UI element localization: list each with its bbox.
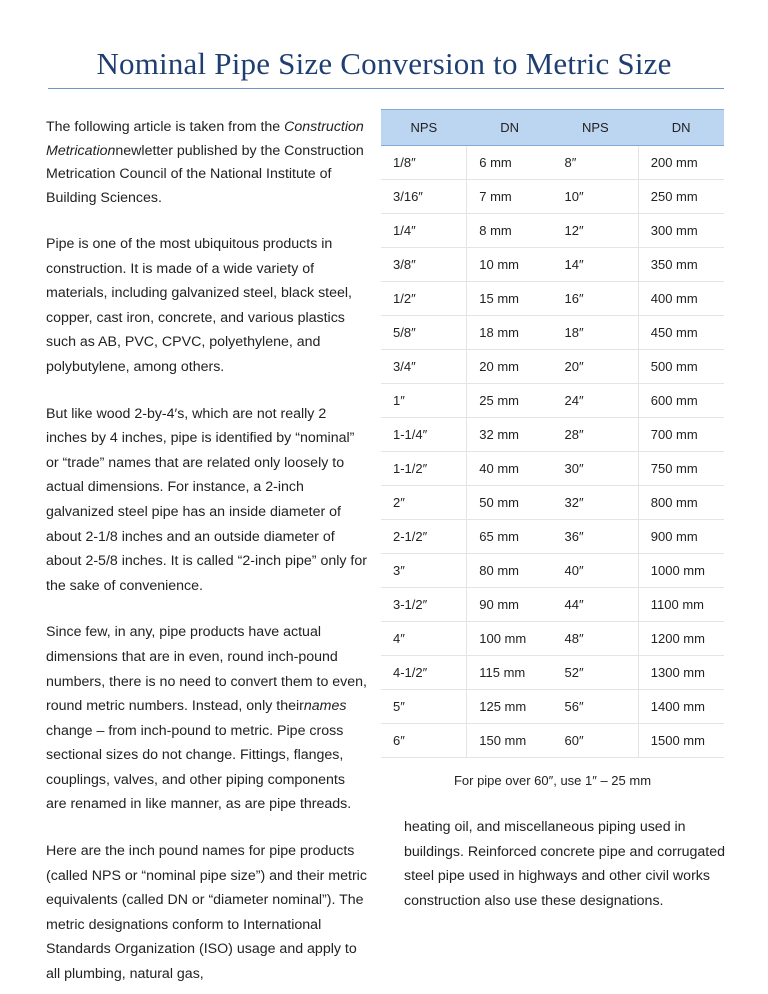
nps-cell: 8″ [553,146,639,180]
table-row [381,724,724,758]
dn-cell: 125 mm [467,690,553,724]
dn-cell: 40 mm [467,452,553,486]
nps-cell: 24″ [553,384,639,418]
designations-paragraph: Here are the inch pound names for pipe products (called NPS or “nominal pipe size”) and their metric equivalents (called DN or “diameter nominal”). The metric designations conform to International Standards Organization (ISO) usage and apply to all plumbing, natural gas, [46,843,367,983]
materials-paragraph: Pipe is one of the most ubiquitous products in construction. It is made of a wide variety of materials, including galvanized steel, black steel, copper, cast iron, concrete, and various plastics such as AB, PVC, CPVC, polyethylene, and polybutylene, among others. [46,236,352,375]
table-row [381,452,724,486]
table-row [381,146,724,180]
header-dn: DN [467,110,553,146]
intro-text-a: The following article is taken from the [46,119,285,135]
nps-cell: 18″ [553,316,639,350]
dn-cell: 25 mm [467,384,553,418]
nps-cell: 12″ [553,214,639,248]
dn-cell: 15 mm [467,282,553,316]
renaming-text-b: change – from inch-pound to metric. Pipe cross sectional sizes do not change. Fittings, flanges, couplings, valves, and other piping components are renamed in like manner, as are pipe threads. [46,722,352,813]
nps-cell: 16″ [553,282,639,316]
dn-cell: 65 mm [467,520,553,554]
nps-cell: 36″ [553,520,639,554]
dn-cell: 90 mm [467,588,553,622]
dn-cell: 6 mm [467,146,553,180]
nps-cell: 1-1/2″ [381,452,467,486]
table-row [381,350,724,384]
dn-cell: 700 mm [638,418,724,452]
dn-cell: 1400 mm [638,690,724,724]
page-title: Nominal Pipe Size Conversion to Metric Size [96,46,672,81]
dn-cell: 250 mm [638,180,724,214]
table-row [381,520,724,554]
nps-cell: 60″ [553,724,639,758]
dn-cell: 900 mm [638,520,724,554]
dn-cell: 100 mm [467,622,553,656]
table-row [381,316,724,350]
dn-cell: 1200 mm [638,622,724,656]
header-nps: NPS [381,110,467,146]
nps-cell: 30″ [553,452,639,486]
nps-cell: 40″ [553,554,639,588]
intro-text-b: newletter published by the Construction Metrication Council of the National Institute of Building Sciences. [46,142,364,206]
table-header-row [381,110,724,146]
nps-cell: 2-1/2″ [381,520,467,554]
dn-cell: 1300 mm [638,656,724,690]
dn-cell: 115 mm [467,656,553,690]
nps-cell: 1/4″ [381,214,467,248]
dn-cell: 750 mm [638,452,724,486]
dn-cell: 50 mm [467,486,553,520]
intro-paragraph [46,116,368,210]
table-row [381,418,724,452]
nps-cell: 44″ [553,588,639,622]
nps-cell: 3/4″ [381,350,467,384]
nps-cell: 2″ [381,486,467,520]
nps-cell: 32″ [553,486,639,520]
dn-cell: 200 mm [638,146,724,180]
article-left-column [46,116,368,987]
nps-cell: 3/16″ [381,180,467,214]
nps-cell: 20″ [553,350,639,384]
renaming-text-a: Since few, in any, pipe products have actual dimensions that are in even, round inch-pound numbers, there is no need to convert them to even, round metric numbers. Instead, only their [46,624,367,715]
dn-cell: 400 mm [638,282,724,316]
names-emphasis: names [303,698,347,715]
nps-cell: 1″ [381,384,467,418]
table-body [381,146,724,758]
dn-cell: 10 mm [467,248,553,282]
nominal-names-paragraph: But like wood 2-by-4′s, which are not really 2 inches by 4 inches, pipe is identified by “nominal” or “trade” names that are related only loosely to actual dimensions. For instance, a 2-inch galvanized steel pipe has an inside diameter of about 2-1/8 inches and an outside diameter of about 2-5/8 inches. It is called “2-inch pipe” only for the sake of convenience. [46,405,367,594]
nps-cell: 14″ [553,248,639,282]
header-dn: DN [638,110,724,146]
dn-cell: 150 mm [467,724,553,758]
dn-cell: 600 mm [638,384,724,418]
dn-cell: 1500 mm [638,724,724,758]
dn-cell: 8 mm [467,214,553,248]
dn-cell: 1000 mm [638,554,724,588]
title-divider [48,88,724,89]
table-row [381,248,724,282]
table-row [381,282,724,316]
table-row [381,180,724,214]
nps-cell: 48″ [553,622,639,656]
dn-cell: 800 mm [638,486,724,520]
nps-cell: 1/8″ [381,146,467,180]
dn-cell: 500 mm [638,350,724,384]
conversion-table-panel [381,109,724,788]
table-row [381,690,724,724]
nps-cell: 10″ [553,180,639,214]
nps-cell: 6″ [381,724,467,758]
dn-cell: 20 mm [467,350,553,384]
dn-cell: 80 mm [467,554,553,588]
nps-cell: 3/8″ [381,248,467,282]
nps-cell: 56″ [553,690,639,724]
table-row [381,384,724,418]
nps-cell: 4-1/2″ [381,656,467,690]
nps-cell: 5″ [381,690,467,724]
nps-cell: 1/2″ [381,282,467,316]
table-note: For pipe over 60″, use 1″ – 25 mm [453,773,652,788]
dn-cell: 350 mm [638,248,724,282]
table-row [381,486,724,520]
nps-cell: 3-1/2″ [381,588,467,622]
dn-cell: 300 mm [638,214,724,248]
nps-cell: 4″ [381,622,467,656]
table-row [381,622,724,656]
conversion-table [381,109,724,758]
dn-cell: 450 mm [638,316,724,350]
header-nps: NPS [553,110,639,146]
newsletter-name: Construction Metrication [46,119,364,159]
dn-cell: 18 mm [467,316,553,350]
table-row [381,214,724,248]
renaming-paragraph [46,620,368,817]
nps-cell: 1-1/4″ [381,418,467,452]
nps-cell: 3″ [381,554,467,588]
nps-cell: 28″ [553,418,639,452]
dn-cell: 32 mm [467,418,553,452]
table-row [381,554,724,588]
table-row [381,588,724,622]
dn-cell: 7 mm [467,180,553,214]
article-continuation: heating oil, and miscellaneous piping used in buildings. Reinforced concrete pipe and corrugated steel pipe used in highways and other civil works construction also use these designations. [404,819,725,909]
nps-cell: 52″ [553,656,639,690]
table-row [381,656,724,690]
nps-cell: 5/8″ [381,316,467,350]
dn-cell: 1100 mm [638,588,724,622]
